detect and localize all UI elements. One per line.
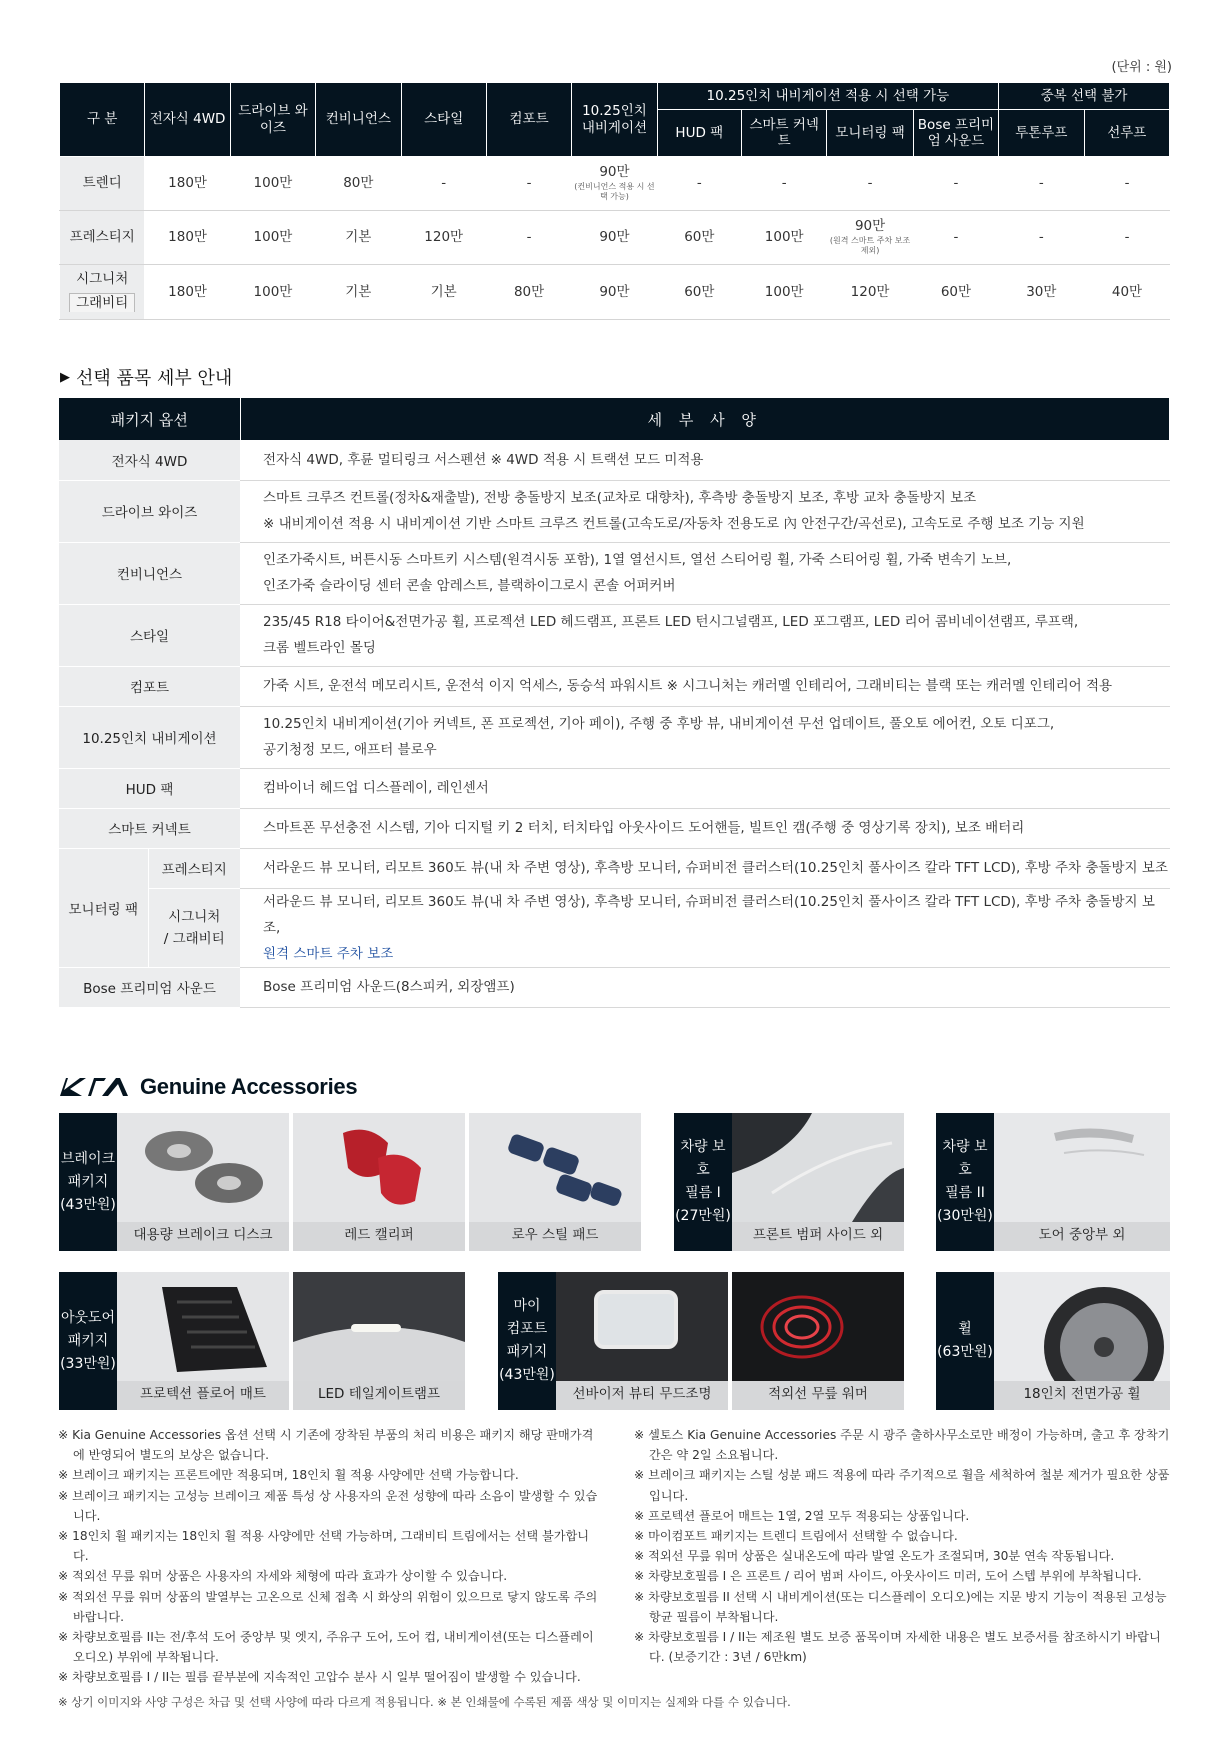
detail-option-desc [240, 542, 1170, 604]
monitor-desc-signature-blue: 원격 스마트 주차 보조 [263, 945, 394, 962]
price-cell [742, 211, 827, 265]
red-caliper-caption: 레드 캘리퍼 [293, 1222, 465, 1251]
sunvisor-image [556, 1272, 728, 1381]
header-gubun: 구 분 [60, 83, 145, 157]
price-cell [742, 157, 827, 211]
detail-option-name: 컨비니언스 [59, 542, 240, 604]
trim-name: 트렌디 [82, 175, 122, 192]
header-comfort: 컴포트 [486, 83, 571, 157]
price-cell [1084, 211, 1170, 265]
price-value: 60만 [684, 283, 715, 300]
price-value: - [1124, 229, 1130, 246]
price-value: 90만 [599, 283, 630, 300]
price-note: (컨비니언스 적용 시 선택 가능) [574, 181, 655, 201]
wheel-label-line1: 휠 [958, 1321, 972, 1337]
brand-header [58, 1074, 357, 1100]
price-value: 100만 [764, 229, 804, 246]
price-value: 100만 [253, 229, 293, 246]
header-twotone: 투톤루프 [999, 110, 1084, 157]
floor-mat-image [117, 1272, 289, 1381]
detail-option-desc [240, 768, 1170, 808]
price-cell [230, 211, 315, 265]
detail-option-bose: Bose 프리미엄 사운드 [59, 967, 240, 1007]
price-value: 80만 [513, 283, 545, 300]
mycomfort-label-line2: 컴포트 [506, 1321, 548, 1337]
price-cell [401, 265, 486, 320]
detail-desc-line: 스마트폰 무선충전 시스템, 기아 디지털 키 2 터치, 터치타입 아웃사이드 도어핸들, 빌트인 캠(주행 중 영상기록 장치), 보조 배터리 [263, 820, 1025, 836]
knee-warmer-caption: 적외선 무릎 워머 [732, 1381, 904, 1410]
price-cell [145, 157, 230, 211]
price-cell [401, 211, 486, 265]
price-value: - [953, 175, 959, 192]
price-cell [572, 265, 657, 320]
front-bumper-image [732, 1113, 904, 1222]
detail-desc-line: 크롬 벨트라인 몰딩 [263, 640, 376, 656]
film2-label-price: (30만원) [937, 1208, 993, 1224]
monitor-sub-signature [148, 888, 240, 967]
outdoor-label-line1: 아웃도어 [60, 1309, 116, 1326]
header-nav: 10.25인치 내비게이션 [572, 83, 657, 157]
outdoor-label-line2: 패키지 [67, 1332, 109, 1349]
header-monitor: 모니터링 팩 [827, 110, 913, 157]
price-value: 기본 [345, 229, 372, 246]
detail-option-desc [240, 480, 1170, 542]
price-value: - [1038, 229, 1044, 246]
price-value: 90만 [854, 218, 886, 235]
detail-row [59, 808, 1170, 848]
price-cell [145, 265, 230, 320]
unit-label: (단위 : 원) [1111, 60, 1172, 75]
header-drive: 드라이브 와이즈 [230, 83, 315, 157]
note-item: ※ 적외선 무릎 워머 상품의 발열부는 고온으로 신체 접촉 시 화상의 위험이 있으므로 닿지 않도록 주의 바랍니다. [58, 1589, 598, 1624]
price-cell [913, 265, 998, 320]
detail-row [59, 480, 1170, 542]
note-item: ※ 적외선 무릎 워머 상품은 사용자의 자세와 체형에 따라 효과가 상이할 수 있습니다. [58, 1569, 508, 1584]
price-cell [1084, 157, 1170, 211]
outdoor-label [59, 1272, 117, 1410]
note-item: ※ 차량보호필름 II 선택 시 내비게이션(또는 디스플레이 오디오)에는 지문 방지 기능이 적용된 고성능 항균 필름이 부착됩니다. [634, 1589, 1167, 1624]
detail-option-monitor: 모니터링 팩 [59, 848, 148, 967]
note-item: ※ 차량보호필름 I 은 프론트 / 리어 범퍼 사이드, 아웃사이드 미러, 도어 스텝 부위에 부착됩니다. [634, 1569, 1142, 1584]
notes-right [634, 1425, 1170, 1667]
brake-label-line2: 패키지 [67, 1173, 109, 1190]
monitor-desc-prestige: 서라운드 뷰 모니터, 리모트 360도 뷰(내 차 주변 영상), 후측방 모니터, 슈퍼비전 클러스터(10.25인치 풀사이즈 칼라 TFT LCD), 후방 주차 충돌방지 보조 [240, 848, 1170, 888]
header-group-dup: 중복 선택 불가 [999, 83, 1170, 110]
detail-option-name: 컴포트 [59, 666, 240, 706]
wheel-image [994, 1272, 1170, 1381]
detail-desc-bose: Bose 프리미엄 사운드(8스피커, 외장앰프) [240, 967, 1170, 1007]
price-value: - [1038, 175, 1044, 192]
price-cell [657, 211, 741, 265]
header-conv: 컨비니언스 [316, 83, 401, 157]
detail-desc-line: 공기청정 모드, 애프터 블로우 [263, 742, 437, 758]
mycomfort-label-price: (43만원) [499, 1367, 555, 1383]
film1-label-line2: 필름 I [685, 1185, 721, 1201]
detail-option-desc [240, 604, 1170, 666]
price-cell [230, 265, 315, 320]
brand-title: Genuine Accessories [140, 1074, 358, 1099]
price-cell [827, 265, 913, 320]
monitor-sub-signature-a: 시그니처 [168, 908, 221, 925]
price-value: - [696, 175, 702, 192]
detail-option-desc [240, 706, 1170, 768]
price-cell [572, 157, 657, 211]
floor-mat-caption: 프로텍션 플로어 매트 [117, 1381, 289, 1410]
wheel-caption: 18인치 전면가공 휠 [994, 1381, 1170, 1410]
price-value: - [867, 175, 873, 192]
price-cell [230, 157, 315, 211]
brake-disc-image [117, 1113, 289, 1222]
steel-pad-caption: 로우 스틸 패드 [469, 1222, 641, 1251]
price-cell [486, 265, 571, 320]
detail-desc-line: 스마트 크루즈 컨트롤(정차&재출발), 전방 충돌방지 보조(교차로 대향차), 후측방 충돌방지 보조, 후방 교차 충돌방지 보조 [263, 490, 977, 506]
wheel-label [936, 1272, 994, 1410]
price-value: 120만 [850, 283, 890, 300]
note-item: ※ 적외선 무릎 워머 상품은 실내온도에 따라 발열 온도가 조절되며, 30분 연속 작동됩니다. [634, 1549, 1115, 1564]
detail-option-name: 전자식 4WD [59, 440, 240, 480]
detail-option-desc [240, 440, 1170, 480]
detail-desc-line: ※ 내비게이션 적용 시 내비게이션 기반 스마트 크루즈 컨트롤(고속도로/자동차 전용도로 內 안전구간/곡선로), 고속도로 주행 보조 기능 지원 [263, 516, 1085, 532]
price-cell [913, 211, 998, 265]
detail-row [59, 666, 1170, 706]
header-style: 스타일 [401, 83, 486, 157]
price-cell [145, 211, 230, 265]
brake-label-line1: 브레이크 [60, 1150, 116, 1167]
led-tailgate-image [293, 1272, 465, 1381]
detail-row [59, 706, 1170, 768]
sunvisor-caption: 선바이저 뷰티 무드조명 [556, 1381, 728, 1410]
price-value: - [526, 229, 532, 246]
detail-option-name: HUD 팩 [59, 768, 240, 808]
price-value: 기본 [430, 283, 457, 300]
header-hud: HUD 팩 [657, 110, 741, 157]
detail-desc-line: 인조가죽시트, 버튼시동 스마트키 시스템(원격시동 포함), 1열 열선시트, 열선 스티어링 휠, 가죽 스티어링 휠, 가죽 변속기 노브, [263, 552, 1012, 568]
detail-desc-line: 10.25인치 내비게이션(기아 커넥트, 폰 프로젝션, 기아 페이), 주행 중 후방 뷰, 내비게이션 무선 업데이트, 풀오토 에어컨, 오토 디포그, [263, 716, 1055, 732]
price-cell [827, 211, 913, 265]
mycomfort-label-line1: 마이 [513, 1298, 541, 1314]
door-center-image [994, 1113, 1170, 1222]
price-cell [742, 265, 827, 320]
price-value: 60만 [684, 229, 715, 246]
wheel-label-price: (63만원) [937, 1344, 993, 1360]
detail-row [59, 542, 1170, 604]
price-note: (원격 스마트 주차 보조 제외) [829, 235, 911, 255]
triangle-icon: ▶ [60, 369, 70, 385]
front-bumper-caption: 프론트 범퍼 사이드 외 [732, 1222, 904, 1251]
price-cell [401, 157, 486, 211]
price-cell [316, 211, 401, 265]
trim-name: 시그니처 [76, 270, 129, 287]
price-value: 180만 [168, 229, 207, 246]
detail-option-desc [240, 808, 1170, 848]
detail-desc-line: 235/45 R18 타이어&전면가공 휠, 프로젝션 LED 헤드램프, 프론트 LED 턴시그널램프, LED 포그램프, LED 리어 콤비네이션램프, 루프랙, [263, 614, 1079, 630]
detail-table [59, 398, 1170, 1008]
price-value: - [441, 175, 447, 192]
price-value: - [526, 175, 532, 192]
note-item: ※ 18인치 휠 패키지는 18인치 휠 적용 사양에만 선택 가능하며, 그래비티 트림에서는 선택 불가합니다. [58, 1529, 590, 1564]
price-value: 기본 [345, 283, 372, 300]
knee-warmer-image [732, 1272, 904, 1381]
note-item: ※ 프로텍션 플로어 매트는 1열, 2열 모두 적용되는 상품입니다. [634, 1508, 970, 1523]
note-item: ※ 차량보호필름 I / II는 필름 끝부분에 지속적인 고압수 분사 시 일부 떨어짐이 발생할 수 있습니다. [58, 1670, 581, 1685]
price-value: 120만 [424, 229, 464, 246]
detail-desc-line: 전자식 4WD, 후륜 멀티링크 서스펜션 ※ 4WD 적용 시 트랙션 모드 미적용 [263, 451, 704, 468]
price-cell [1084, 265, 1170, 320]
monitor-desc-signature-text: 서라운드 뷰 모니터, 리모트 360도 뷰(내 차 주변 영상), 후측방 모니터, 슈퍼비전 클러스터(10.25인치 풀사이즈 칼라 TFT LCD), 후방 주차 충돌방지 보조, [263, 893, 1155, 936]
price-cell [999, 265, 1084, 320]
header-awd: 전자식 4WD [145, 83, 230, 157]
header-smart: 스마트 커넥트 [742, 110, 827, 157]
price-value: 90만 [599, 229, 630, 246]
door-center-caption: 도어 중앙부 외 [994, 1222, 1170, 1251]
note-item: ※ 차량보호필름 I / II는 제조원 별도 보증 품목이며 자세한 내용은 별도 보증서를 참조하시기 바랍니다. (보증기간 : 3년 / 6만km) [634, 1630, 1161, 1665]
trim-sub-name: 그래비티 [69, 293, 135, 313]
price-value: 40만 [1111, 283, 1143, 300]
brake-package-label [59, 1113, 117, 1251]
kia-logo-icon [58, 1076, 130, 1098]
note-item: ※ 브레이크 패키지는 고성능 브레이크 제품 특성 상 사용자의 운전 성향에 따라 소음이 발생할 수 있습니다. [58, 1488, 598, 1523]
detail-option-desc [240, 666, 1170, 706]
detail-option-name: 스타일 [59, 604, 240, 666]
price-cell [486, 211, 571, 265]
detail-row [59, 768, 1170, 808]
price-value: 30만 [1026, 283, 1057, 300]
film2-label [936, 1113, 994, 1251]
detail-option-name: 스마트 커넥트 [59, 808, 240, 848]
detail-desc-line: 인조가죽 슬라이딩 센터 콘솔 암레스트, 블랙하이그로시 콘솔 어퍼커버 [263, 578, 676, 594]
price-cell [572, 211, 657, 265]
price-value: - [953, 229, 959, 246]
price-cell [316, 157, 401, 211]
detail-option-name: 드라이브 와이즈 [59, 480, 240, 542]
price-value: 100만 [253, 283, 293, 300]
price-value: - [781, 175, 787, 192]
mycomfort-label [498, 1272, 556, 1410]
price-value: 100만 [764, 283, 804, 300]
note-item: ※ 브레이크 패키지는 프론트에만 적용되며, 18인치 휠 적용 사양에만 선택 가능합니다. [58, 1468, 519, 1483]
steel-pad-image [469, 1113, 641, 1222]
price-cell [316, 265, 401, 320]
detail-row [59, 604, 1170, 666]
brake-disc-caption: 대용량 브레이크 디스크 [117, 1222, 289, 1251]
detail-option-name: 10.25인치 내비게이션 [59, 706, 240, 768]
section-title-text: 선택 품목 세부 안내 [76, 368, 233, 389]
detail-desc-line: 가죽 시트, 운전석 메모리시트, 운전석 이지 억세스, 동승석 파워시트 ※ 시그니처는 캐러멜 인테리어, 그래비티는 블랙 또는 캐러멜 인테리어 적용 [263, 678, 1113, 694]
price-cell [486, 157, 571, 211]
price-value: - [1124, 175, 1130, 192]
price-row [60, 265, 1170, 320]
price-value: 100만 [253, 175, 293, 192]
trim-name: 프레스티지 [69, 229, 135, 246]
price-table [59, 82, 1170, 320]
header-group-nav: 10.25인치 내비게이션 적용 시 선택 가능 [657, 83, 999, 110]
price-row-trim [60, 265, 145, 320]
note-item: ※ 셀토스 Kia Genuine Accessories 주문 시 광주 출하사무소로만 배정이 가능하며, 출고 후 장착기간은 약 2일 소요됩니다. [634, 1428, 1170, 1463]
section-title [60, 364, 232, 390]
price-value: 180만 [168, 175, 207, 192]
monitor-desc-signature [240, 888, 1170, 967]
price-cell [999, 157, 1084, 211]
price-row [60, 211, 1170, 265]
monitor-sub-signature-b: / 그래비티 [163, 930, 225, 947]
film1-label-price: (27만원) [675, 1208, 731, 1224]
price-cell [827, 157, 913, 211]
detail-desc-line: 컴바이너 헤드업 디스플레이, 레인센서 [263, 780, 489, 796]
film2-label-line1: 차량 보호 [942, 1139, 988, 1178]
price-row-trim [60, 157, 145, 211]
brake-label-price: (43만원) [60, 1196, 116, 1213]
price-cell [657, 157, 741, 211]
price-cell [999, 211, 1084, 265]
price-row-trim [60, 211, 145, 265]
note-item: ※ 차량보호필름 II는 전/후석 도어 중앙부 및 엣지, 주유구 도어, 도어 컵, 내비게이션(또는 디스플레이 오디오) 부위에 부착됩니다. [58, 1630, 594, 1665]
outdoor-label-price: (33만원) [60, 1355, 116, 1372]
notes-left [58, 1425, 598, 1688]
price-cell [657, 265, 741, 320]
mycomfort-label-line3: 패키지 [506, 1344, 548, 1360]
price-value: 180만 [168, 283, 207, 300]
note-item: ※ 브레이크 패키지는 스틸 성분 패드 적용에 따라 주기적으로 휠을 세척하여 철분 제거가 필요한 상품입니다. [634, 1468, 1170, 1503]
led-tailgate-caption: LED 테일게이트램프 [293, 1381, 465, 1410]
detail-header-spec: 세 부 사 양 [240, 398, 1170, 440]
price-value: 90만 [599, 164, 630, 181]
price-cell [913, 157, 998, 211]
note-item: ※ Kia Genuine Accessories 옵션 선택 시 기존에 장착된 부품의 처리 비용은 패키지 해당 판매가격에 반영되어 별도의 보상은 없습니다. [58, 1428, 594, 1463]
film1-label-line1: 차량 보호 [680, 1139, 726, 1178]
price-row [60, 157, 1170, 211]
header-bose: Bose 프리미엄 사운드 [913, 110, 998, 157]
footer-note: ※ 상기 이미지와 사양 구성은 차급 및 선택 사양에 따라 다르게 적용됩니다. ※ 본 인쇄물에 수록된 제품 색상 및 이미지는 실제와 다를 수 있습니다. [58, 1695, 791, 1709]
red-caliper-image [293, 1113, 465, 1222]
monitor-sub-prestige: 프레스티지 [148, 848, 240, 888]
header-sunroof: 선루프 [1084, 110, 1170, 157]
detail-row [59, 440, 1170, 480]
price-value: 60만 [940, 283, 972, 300]
film2-label-line2: 필름 II [945, 1185, 985, 1201]
film1-label [674, 1113, 732, 1251]
detail-header-option: 패키지 옵션 [59, 398, 240, 440]
price-value: 80만 [343, 175, 374, 192]
note-item: ※ 마이컴포트 패키지는 트렌디 트림에서 선택할 수 없습니다. [634, 1529, 958, 1544]
